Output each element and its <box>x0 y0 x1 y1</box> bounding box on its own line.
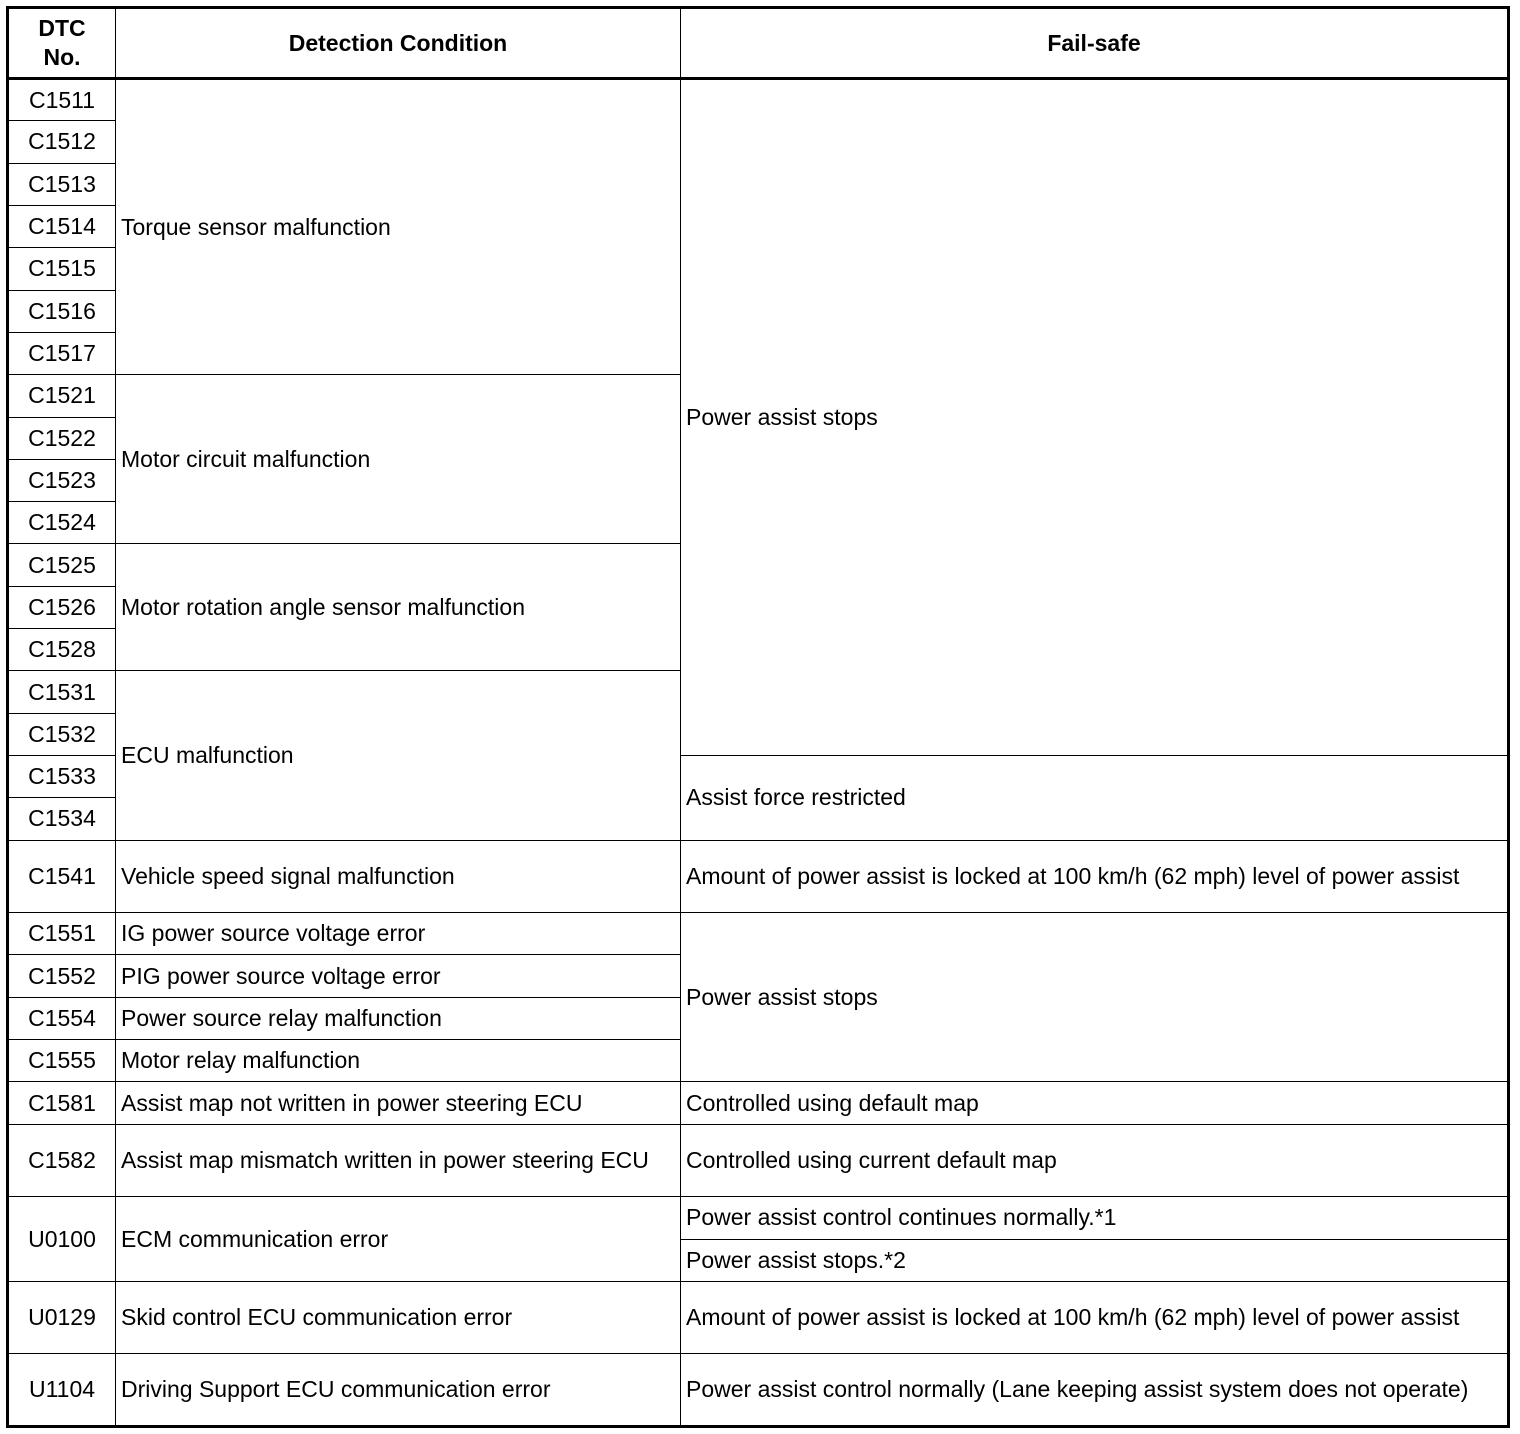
dtc-code: C1554 <box>8 997 116 1039</box>
dtc-code: C1528 <box>8 629 116 671</box>
dtc-code: C1533 <box>8 756 116 798</box>
dtc-fail-safe-table <box>6 6 1510 1428</box>
dtc-code: C1581 <box>8 1082 116 1124</box>
dtc-code: C1534 <box>8 798 116 840</box>
dtc-code: C1511 <box>8 79 116 121</box>
table-row <box>8 1124 1509 1197</box>
condition-cell: Power source relay malfunction <box>116 997 681 1039</box>
condition-cell: ECU malfunction <box>116 671 681 840</box>
dtc-code: C1555 <box>8 1040 116 1082</box>
condition-cell: PIG power source voltage error <box>116 955 681 997</box>
dtc-code: C1513 <box>8 163 116 205</box>
dtc-code: C1525 <box>8 544 116 586</box>
dtc-code: U1104 <box>8 1354 116 1427</box>
failsafe-cell: Power assist control normally (Lane keeping assist system does not operate) <box>681 1354 1509 1427</box>
dtc-code: C1532 <box>8 713 116 755</box>
dtc-code: C1515 <box>8 248 116 290</box>
condition-cell: IG power source voltage error <box>116 913 681 955</box>
dtc-code: U0100 <box>8 1197 116 1282</box>
condition-cell: Motor rotation angle sensor malfunction <box>116 544 681 671</box>
failsafe-cell: Power assist stops <box>681 913 1509 1082</box>
failsafe-cell: Power assist control continues normally.*1 <box>681 1197 1509 1239</box>
dtc-code: C1552 <box>8 955 116 997</box>
dtc-code: C1526 <box>8 586 116 628</box>
dtc-code: C1521 <box>8 375 116 417</box>
condition-cell: Driving Support ECU communication error <box>116 1354 681 1427</box>
header-row <box>8 8 1509 79</box>
dtc-code: C1516 <box>8 290 116 332</box>
table-row <box>8 840 1509 913</box>
dtc-code: C1551 <box>8 913 116 955</box>
dtc-code: C1582 <box>8 1124 116 1197</box>
dtc-code: C1541 <box>8 840 116 913</box>
table-row <box>8 1281 1509 1354</box>
dtc-code: C1524 <box>8 502 116 544</box>
condition-cell: Motor circuit malfunction <box>116 375 681 544</box>
dtc-code: C1523 <box>8 459 116 501</box>
dtc-code: C1512 <box>8 121 116 163</box>
dtc-code: C1517 <box>8 332 116 374</box>
failsafe-cell: Controlled using default map <box>681 1082 1509 1124</box>
failsafe-cell: Power assist stops <box>681 79 1509 756</box>
header-dtc-no: DTC No. <box>8 8 116 79</box>
condition-cell: ECM communication error <box>116 1197 681 1282</box>
condition-cell: Torque sensor malfunction <box>116 79 681 375</box>
table-row <box>8 1354 1509 1427</box>
failsafe-cell: Amount of power assist is locked at 100 km/h (62 mph) level of power assist <box>681 840 1509 913</box>
dtc-code: C1531 <box>8 671 116 713</box>
table-row <box>8 1197 1509 1239</box>
condition-cell: Vehicle speed signal malfunction <box>116 840 681 913</box>
failsafe-cell: Controlled using current default map <box>681 1124 1509 1197</box>
failsafe-cell: Power assist stops.*2 <box>681 1239 1509 1281</box>
condition-cell: Motor relay malfunction <box>116 1040 681 1082</box>
dtc-code: C1522 <box>8 417 116 459</box>
failsafe-cell: Amount of power assist is locked at 100 km/h (62 mph) level of power assist <box>681 1281 1509 1354</box>
header-fail-safe: Fail-safe <box>681 8 1509 79</box>
condition-cell: Assist map not written in power steering ECU <box>116 1082 681 1124</box>
table-row <box>8 913 1509 955</box>
header-detection-condition: Detection Condition <box>116 8 681 79</box>
table-row <box>8 79 1509 121</box>
condition-cell: Skid control ECU communication error <box>116 1281 681 1354</box>
dtc-code: C1514 <box>8 205 116 247</box>
failsafe-cell: Assist force restricted <box>681 756 1509 841</box>
condition-cell: Assist map mismatch written in power steering ECU <box>116 1124 681 1197</box>
table-row <box>8 1082 1509 1124</box>
dtc-code: U0129 <box>8 1281 116 1354</box>
